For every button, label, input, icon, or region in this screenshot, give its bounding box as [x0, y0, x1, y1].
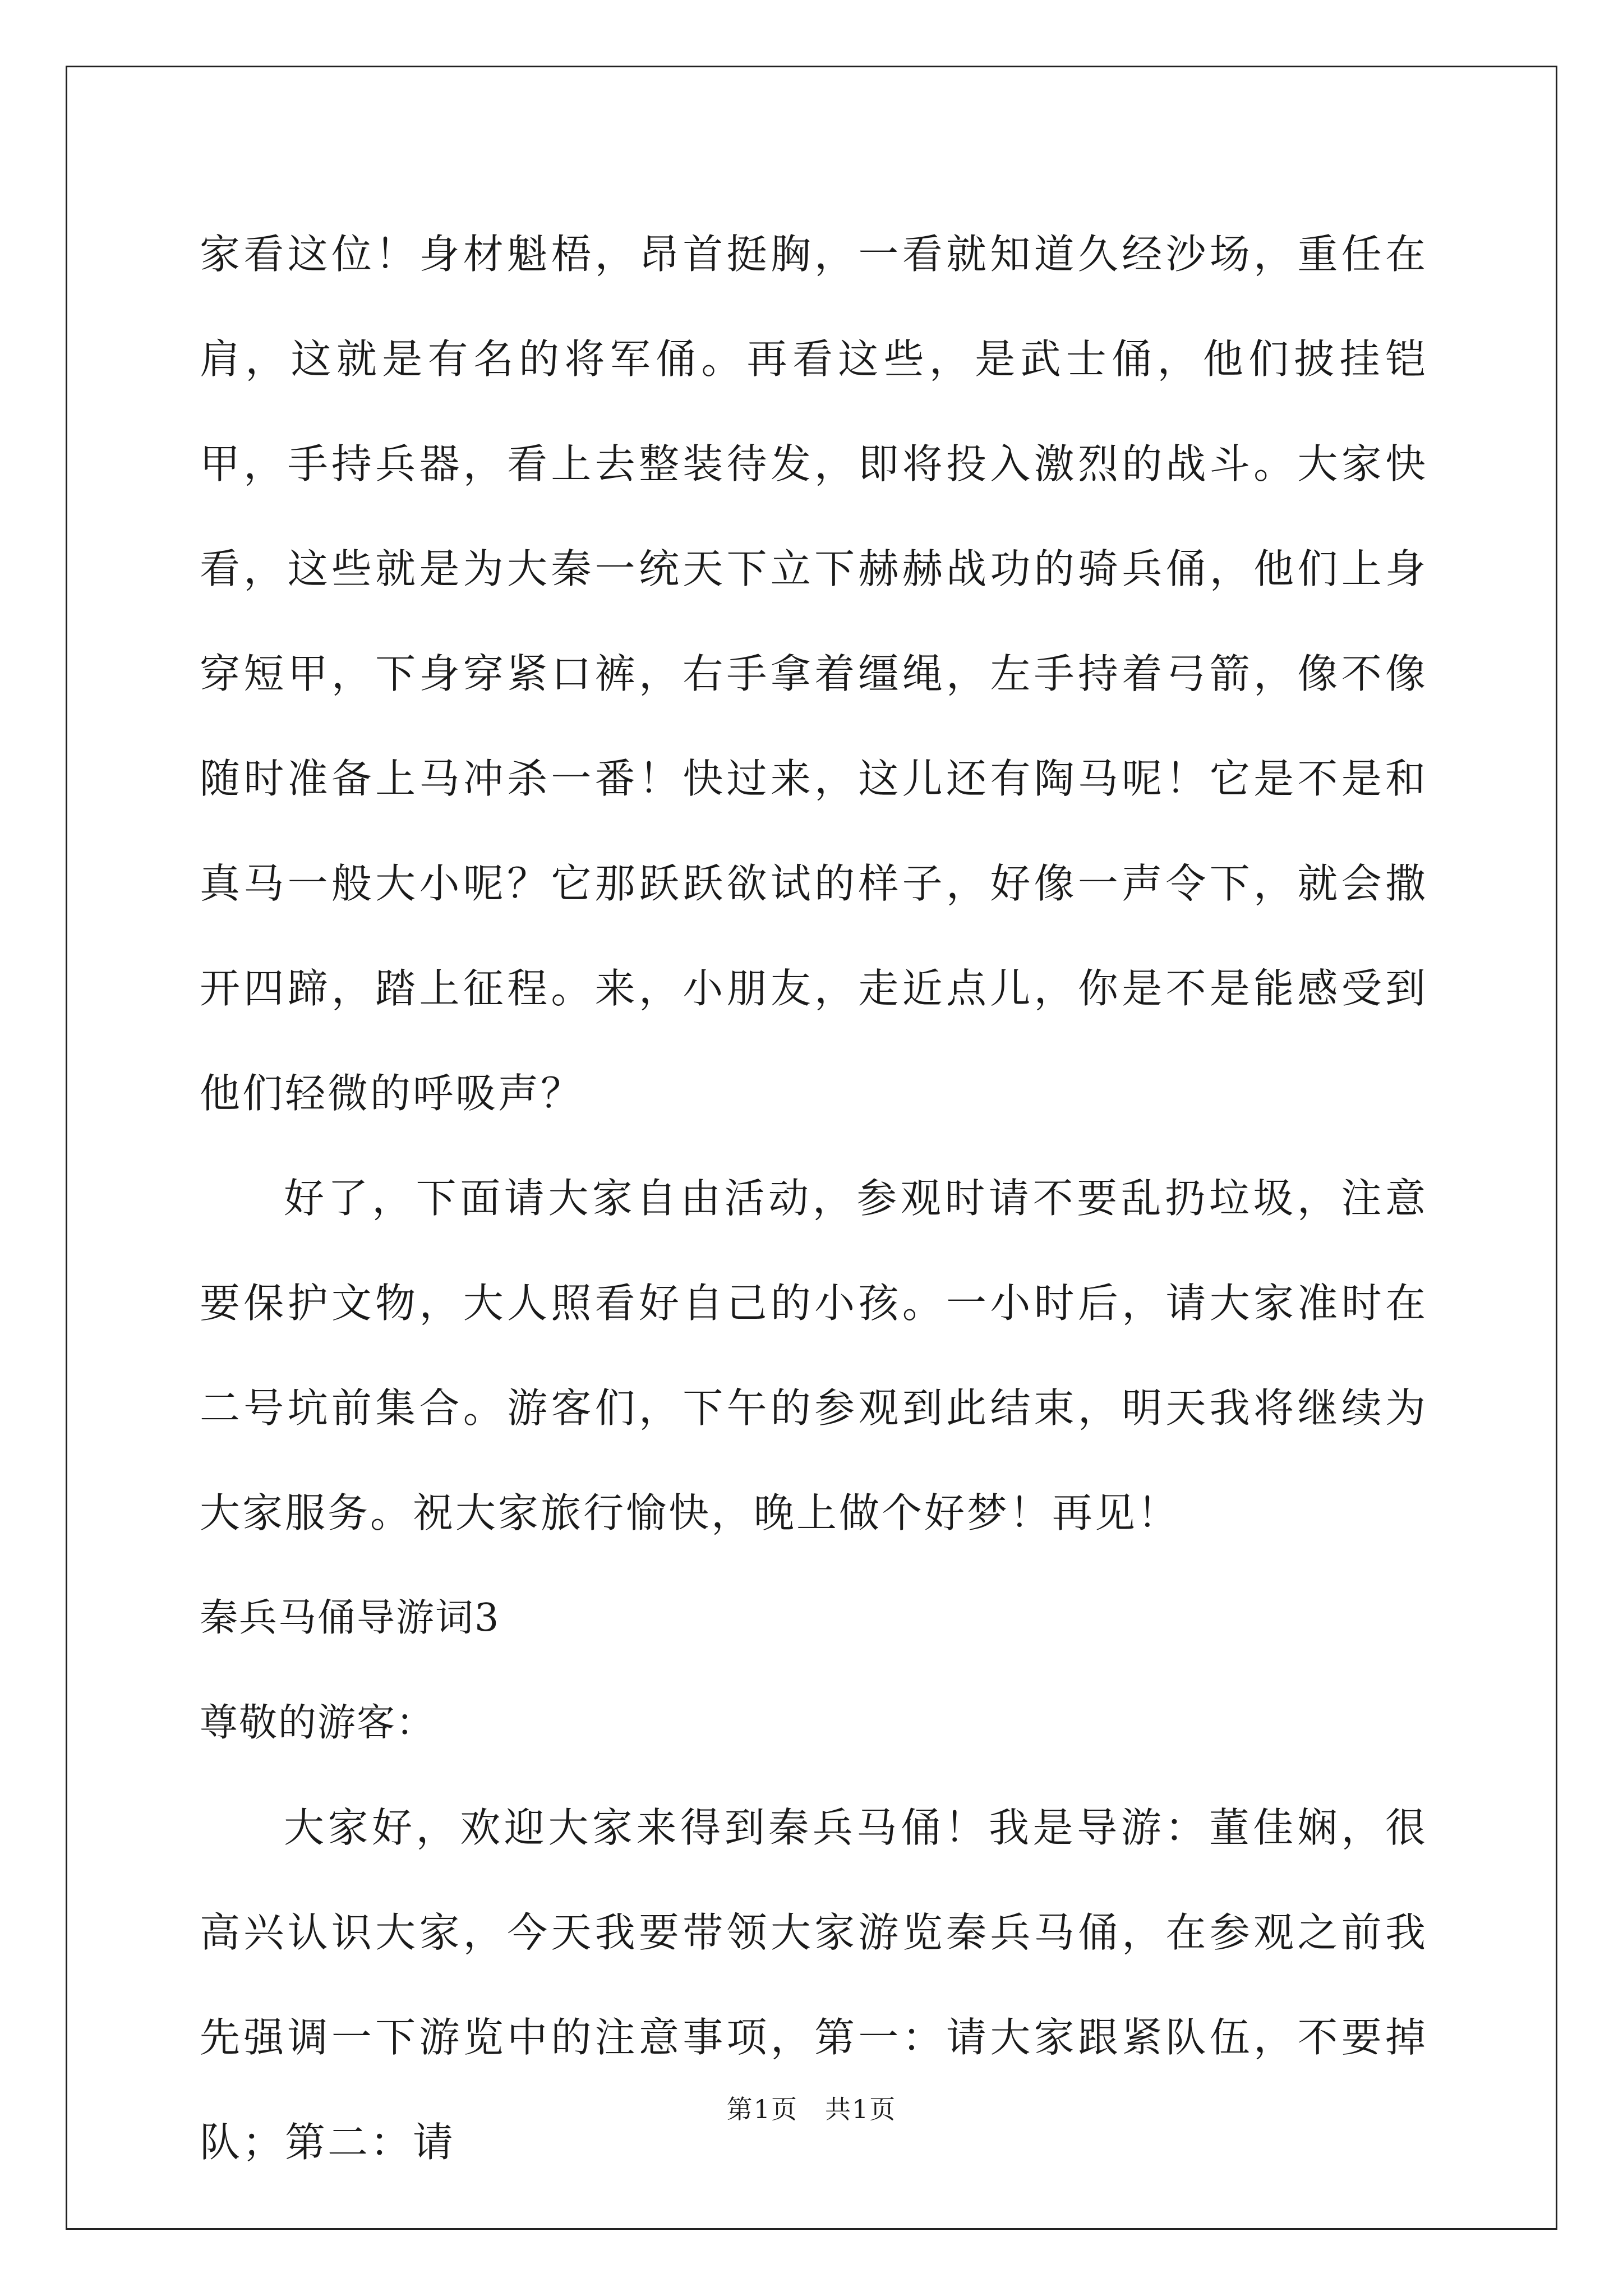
page-footer: 第1页 共1页 — [726, 2094, 897, 2124]
paragraph-3: 大家好，欢迎大家来得到秦兵马俑！我是导游：董佳娴，很高兴认识大家，今天我要带领大家游览秦兵马俑，在参观之前我先强调一下游览中的注意事项，第一：请大家跟紧队伍，不要掉队；第二：请 — [200, 1804, 1428, 2166]
document-body — [200, 202, 1428, 2195]
salutation: 尊敬的游客： — [200, 1701, 436, 1745]
paragraph-2: 好了，下面请大家自由活动，参观时请不要乱扔垃圾，注意要保护文物，大人照看好自己的小孩。一小时后，请大家准时在二号坑前集合。游客们，下午的参观到此结束，明天我将继续为大家服务。祝大家旅行愉快，晚上做个好梦！再见！ — [200, 1175, 1428, 1536]
section-title: 秦兵马俑导游词3 — [200, 1596, 500, 1640]
paragraph-1: 家看这位！身材魁梧，昂首挺胸，一看就知道久经沙场，重任在肩，这就是有名的将军俑。再看这些，是武士俑，他们披挂铠甲，手持兵器，看上去整装待发，即将投入激烈的战斗。大家快看，这些就是为大秦一统天下立下赫赫战功的骑兵俑，他们上身穿短甲，下身穿紧口裤，右手拿着缰绳，左手持着弓箭，像不像随时准备上马冲杀一番！快过来，这儿还有陶马呢！它是不是和真马一般大小呢？它那跃跃欲试的样子，好像一声令下，就会撒开四蹄，踏上征程。来，小朋友，走近点儿，你是不是能感受到他们轻微的呼吸声？ — [200, 231, 1428, 1117]
